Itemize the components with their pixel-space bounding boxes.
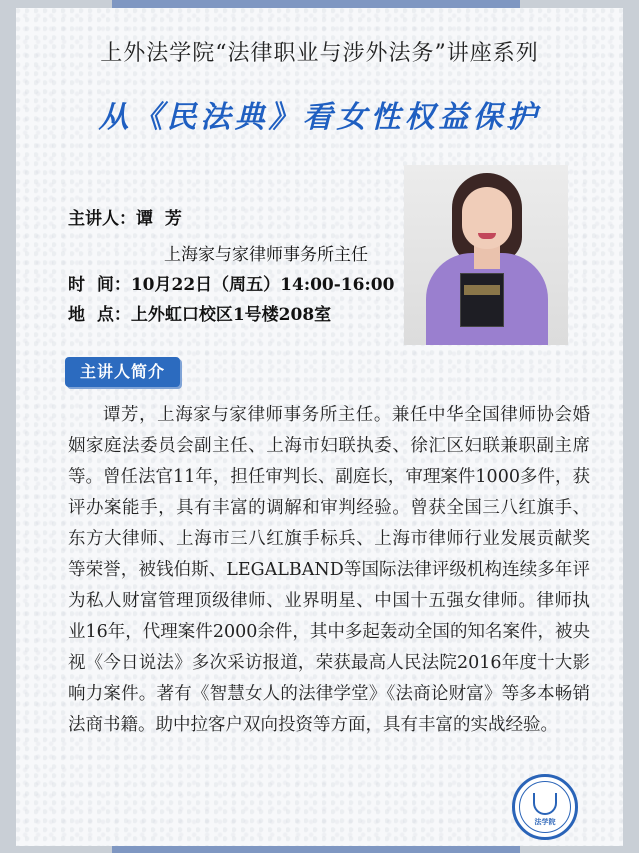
logo-text: 法学院 bbox=[534, 818, 556, 826]
speaker-position: 上海家与家律师事务所主任 bbox=[164, 245, 368, 265]
place-label: 地 点： bbox=[68, 305, 131, 325]
section-heading-speaker-intro: 主讲人简介 bbox=[65, 357, 180, 387]
speaker-photo bbox=[404, 165, 568, 345]
speaker-label: 主讲人： bbox=[68, 209, 136, 229]
lecture-title: 从《民法典》看女性权益保护 bbox=[98, 100, 541, 135]
speaker-name: 谭 芳 bbox=[136, 209, 182, 229]
top-accent-bar bbox=[112, 0, 520, 8]
speaker-row bbox=[68, 204, 182, 229]
time-value: 10月22日（周五）14:00-16:00 bbox=[130, 275, 395, 295]
time-label: 时 间： bbox=[68, 275, 131, 295]
place-row bbox=[68, 300, 331, 325]
lecture-series-title: 上外法学院“法律职业与涉外法务”讲座系列 bbox=[100, 41, 539, 66]
place-value: 上外虹口校区1号楼208室 bbox=[130, 305, 332, 325]
lecture-poster bbox=[16, 8, 623, 846]
speaker-bio: 谭芳，上海家与家律师事务所主任。兼任中华全国律师协会婚姻家庭法委员会副主任、上海市妇联执委、徐汇区妇联兼职副主席等。曾任法官11年，担任审判长、副庭长，审理案件1000多件，获评办案能手，具有丰富的调解和审判经验。曾获全国三八红旗手、东方大律师、上海市三八红旗手标兵、上海市律师行业发展贡献奖等荣誉，被钱伯斯、LEGALBAND等国际法律评级机构连续多年评为私人财富管理顶级律师、业界明星、中国十五强女律师。律师执业16年，代理案件2000余件，其中多起轰动全国的知名案件，被央视《今日说法》多次采访报道，荣获最高人民法院2016年度十大影响力案件。著有《智慧女人的法律学堂》《法商论财富》等多本畅销法商书籍。助中拉客户双向投资等方面，具有丰富的实战经验。 bbox=[68, 405, 590, 735]
bottom-accent-bar bbox=[112, 846, 520, 853]
school-seal-logo bbox=[512, 774, 578, 840]
time-row bbox=[68, 270, 394, 295]
